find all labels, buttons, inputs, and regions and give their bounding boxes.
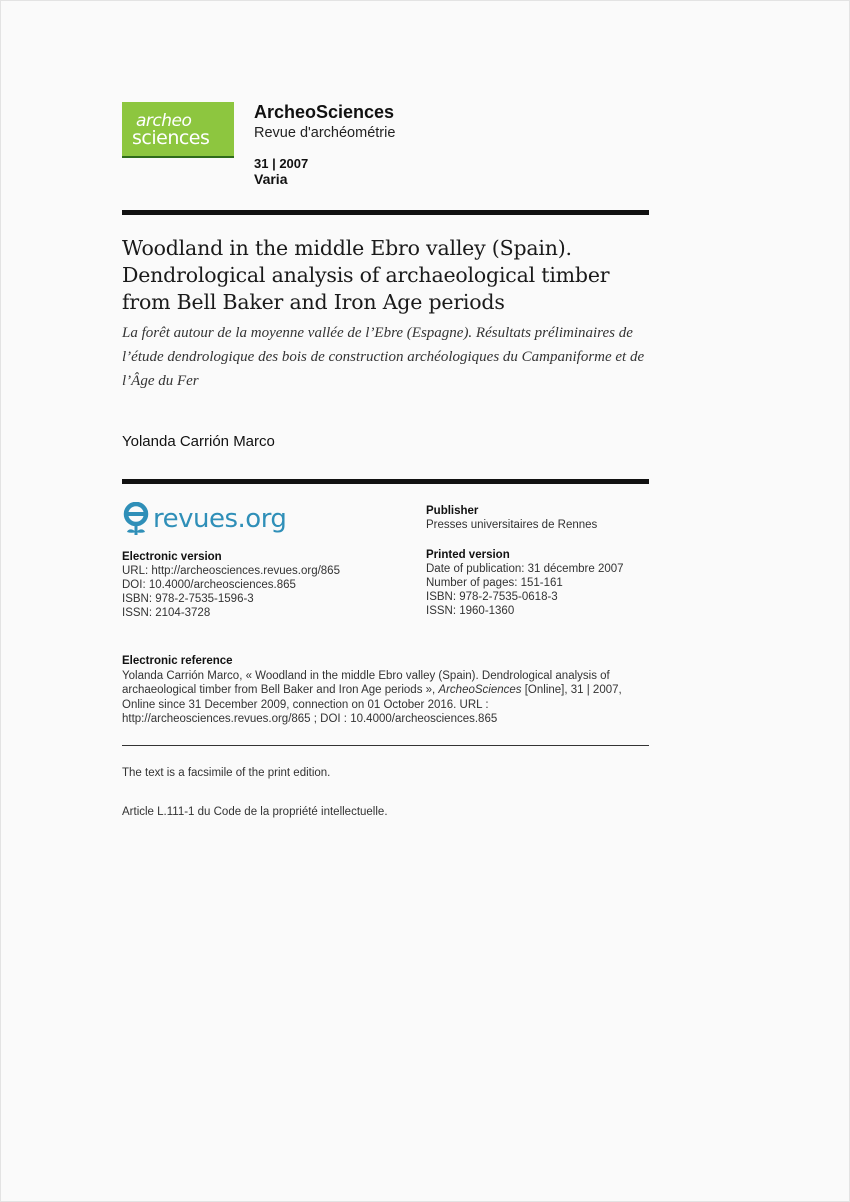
electronic-reference-text (122, 669, 627, 726)
reference-text-after: [Online], 31 | 2007, Online since 31 December 2009, connection on 01 October 2016. URL : http://archeosciences.revues.org/865 ; DOI : 10.4000/archeosciences.865 (122, 684, 622, 725)
facsimile-note: The text is a facsimile of the print edition. (122, 767, 331, 779)
printed-isbn: ISBN: 978-2-7535-0618-3 (426, 591, 558, 603)
reference-text-before: Yolanda Carrión Marco, « Woodland in the middle Ebro valley (Spain). Dendrological analysis of archaeological timber from Bell Baker and Iron Age periods », (122, 670, 610, 697)
revues-org-logo[interactable] (122, 501, 286, 537)
printed-pages: Number of pages: 151-161 (426, 577, 563, 589)
issue-number: 31 | 2007 (254, 156, 309, 171)
journal-subtitle: Revue d'archéométrie (254, 125, 396, 141)
article-title: Woodland in the middle Ebro valley (Spain). Dendrological analysis of archaeological timber from Bell Baker and Iron Age periods (122, 236, 610, 314)
issue-section: Varia (254, 171, 288, 187)
printed-issn: ISSN: 1960-1360 (426, 605, 515, 617)
logo-line-1: archeo (136, 111, 192, 131)
electronic-version-label: Electronic version (122, 551, 222, 563)
revues-flower-icon (122, 502, 150, 536)
electronic-isbn: ISBN: 978-2-7535-1596-3 (122, 593, 254, 605)
logo-line-2: sciences (132, 127, 210, 149)
electronic-reference-label: Electronic reference (122, 655, 233, 667)
electronic-issn: ISSN: 2104-3728 (122, 607, 211, 619)
electronic-doi[interactable]: DOI: 10.4000/archeosciences.865 (122, 579, 296, 591)
reference-divider (122, 745, 649, 746)
journal-title: ArcheoSciences (254, 102, 395, 122)
copyright-note: Article L.111-1 du Code de la propriété intellectuelle. (122, 806, 388, 818)
header-divider (122, 210, 649, 215)
archeosciences-logo (122, 102, 234, 158)
article-title-french: La forêt autour de la moyenne vallée de l’Ebre (Espagne). Résultats préliminaires de l’étude dendrologique des bois de construction archéologiques du Campaniforme et de l’Âge du Fer (122, 325, 645, 389)
revues-wordmark: revues.org (153, 504, 287, 534)
title-divider (122, 479, 649, 484)
article-author: Yolanda Carrión Marco (122, 433, 275, 450)
publisher-label: Publisher (426, 505, 479, 517)
reference-journal: ArcheoSciences (438, 684, 522, 697)
electronic-url[interactable]: URL: http://archeosciences.revues.org/865 (122, 565, 340, 577)
publisher-name: Presses universitaires de Rennes (426, 519, 598, 531)
printed-version-label: Printed version (426, 549, 510, 561)
printed-date: Date of publication: 31 décembre 2007 (426, 563, 624, 575)
